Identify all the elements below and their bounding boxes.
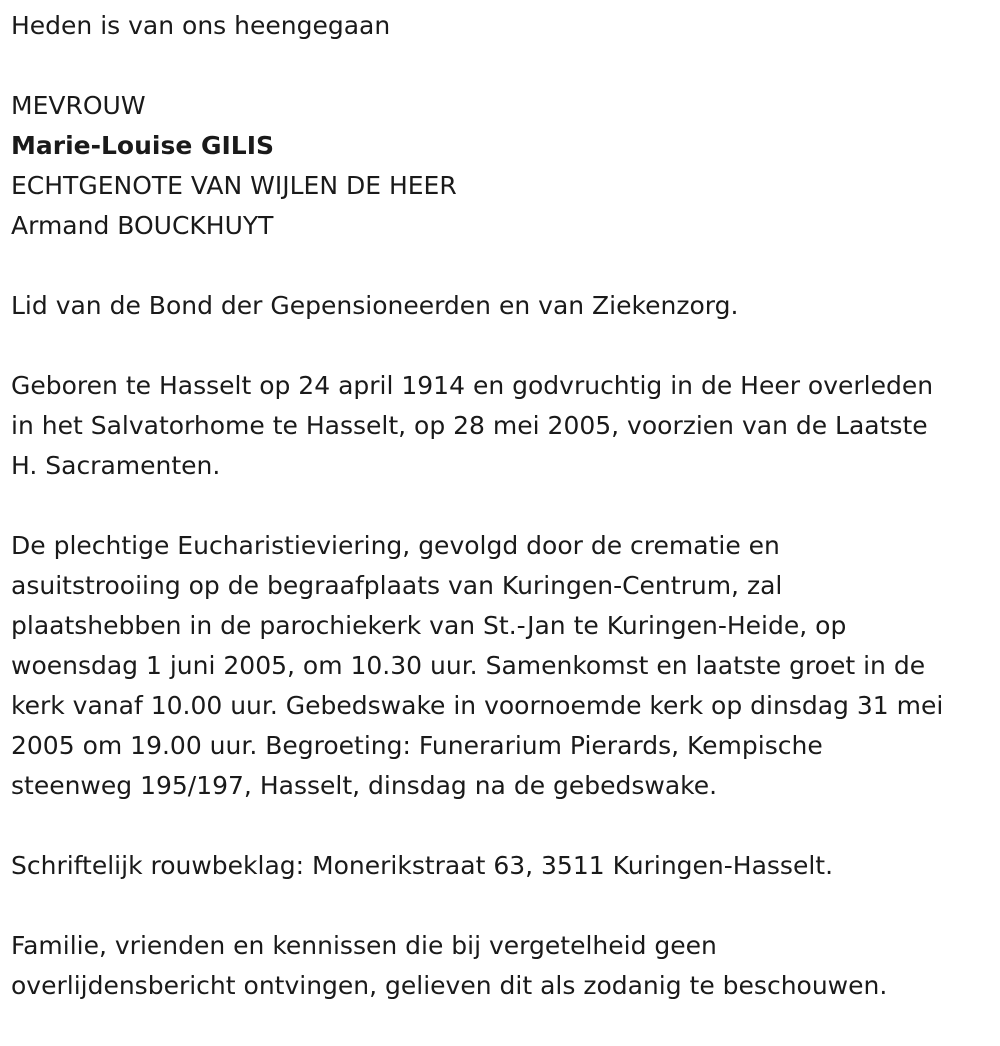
paragraph-line: asuitstrooiing op de begraafplaats van Kuringen-Centrum, zal: [11, 571, 783, 600]
closing-paragraph: [11, 926, 991, 1006]
spouse-name: Armand BOUCKHUYT: [11, 211, 274, 240]
spacer: [11, 246, 991, 286]
relation-text: ECHTGENOTE VAN WIJLEN DE HEER: [11, 171, 457, 200]
paragraph-line: De plechtige Eucharistieviering, gevolgd door de crematie en: [11, 531, 780, 560]
paragraph-line: in het Salvatorhome te Hasselt, op 28 mei 2005, voorzien van de Laatste: [11, 411, 928, 440]
paragraph-line: overlijdensbericht ontvingen, gelieven dit als zodanig te beschouwen.: [11, 971, 888, 1000]
spacer: [11, 806, 991, 846]
spacer: [11, 326, 991, 366]
paragraph-line: woensdag 1 juni 2005, om 10.30 uur. Samenkomst en laatste groet in de: [11, 651, 926, 680]
spacer: [11, 46, 991, 86]
deceased-name: Marie-Louise GILIS: [11, 131, 275, 160]
paragraph-line: plaatshebben in de parochiekerk van St.-Jan te Kuringen-Heide, op: [11, 611, 847, 640]
spacer: [11, 886, 991, 926]
paragraph-line: 2005 om 19.00 uur. Begroeting: Funerarium Pierards, Kempische: [11, 731, 823, 760]
honorific: MEVROUW: [11, 91, 146, 120]
membership-text: Lid van de Bond der Gepensioneerden en van Ziekenzorg.: [11, 291, 739, 320]
paragraph-line: Familie, vrienden en kennissen die bij vergetelheid geen: [11, 931, 717, 960]
ceremony-paragraph: [11, 526, 991, 806]
condolence-address: Schriftelijk rouwbeklag: Monerikstraat 63, 3511 Kuringen-Hasselt.: [11, 851, 834, 880]
paragraph-line: Geboren te Hasselt op 24 april 1914 en godvruchtig in de Heer overleden: [11, 371, 934, 400]
paragraph-line: steenweg 195/197, Hasselt, dinsdag na de gebedswake.: [11, 771, 718, 800]
intro-text: Heden is van ons heengegaan: [11, 11, 391, 40]
paragraph-line: kerk vanaf 10.00 uur. Gebedswake in voornoemde kerk op dinsdag 31 mei: [11, 691, 944, 720]
birth-death-paragraph: [11, 366, 991, 486]
obituary-notice: [11, 6, 991, 1006]
paragraph-line: H. Sacramenten.: [11, 451, 221, 480]
spacer: [11, 486, 991, 526]
